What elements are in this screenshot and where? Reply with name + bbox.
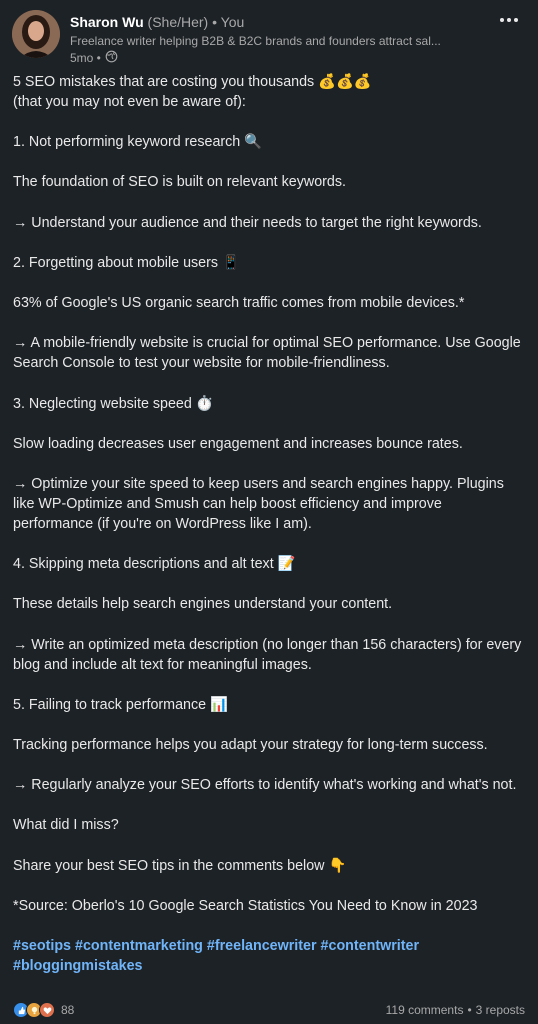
engagement-counts: [386, 1003, 525, 1017]
post-paragraph: 63% of Google's US organic search traffic comes from mobile devices.*: [13, 295, 465, 312]
post-paragraph: Share your best SEO tips in the comments below 👇: [13, 857, 347, 874]
post-paragraph: 1. Not performing keyword research 🔍: [13, 134, 263, 151]
globe-icon: [105, 50, 118, 66]
author-pronouns: (She/Her): [147, 14, 209, 30]
post-paragraph: The foundation of SEO is built on relevant keywords.: [13, 174, 346, 191]
reactions-count: 88: [61, 1003, 75, 1017]
post-paragraph: 5. Failing to track performance 📊: [13, 696, 228, 713]
reposts-count[interactable]: 3 reposts: [475, 1003, 525, 1017]
author-relation: • You: [212, 14, 245, 30]
post-paragraph: → Regularly analyze your SEO efforts to identify what's working and what's not.: [13, 777, 517, 794]
post-paragraph: Tracking performance helps you adapt your strategy for long-term success.: [13, 737, 488, 754]
hashtag-list: [13, 936, 525, 976]
avatar-image: [12, 10, 60, 58]
post-paragraph: 4. Skipping meta descriptions and alt text 📝: [13, 556, 296, 573]
author-name-line: [70, 14, 244, 30]
reactions-summary[interactable]: [13, 1002, 74, 1018]
post-paragraph: 3. Neglecting website speed ⏱️: [13, 395, 214, 412]
post-paragraph: → Write an optimized meta description (no longer than 156 characters) for every blog and include alt text for meaningful images.: [13, 636, 526, 673]
post-paragraph: → Understand your audience and their needs to target the right keywords.: [13, 214, 482, 231]
reaction-icons: [13, 1002, 55, 1018]
post-paragraph: These details help search engines understand your content.: [13, 596, 393, 613]
hashtag-link[interactable]: #seotips: [13, 938, 72, 955]
post-header: [12, 10, 526, 68]
hashtag-link[interactable]: #contentmarketing: [75, 938, 203, 955]
post-paragraph: *Source: Oberlo's 10 Google Search Statistics You Need to Know in 2023: [13, 897, 478, 914]
author-avatar[interactable]: [12, 10, 60, 58]
hashtag-link[interactable]: #bloggingmistakes: [13, 958, 143, 975]
more-options-icon[interactable]: [496, 10, 522, 30]
post-paragraph: What did I miss?: [13, 817, 119, 834]
post-body: [13, 72, 525, 976]
post-paragraph: 5 SEO mistakes that are costing you thousands 💰💰💰 (that you may not even be aware of):: [13, 74, 372, 111]
hashtag-link[interactable]: #freelancewriter: [206, 938, 317, 955]
post-time: 5mo •: [70, 51, 101, 65]
post-paragraph: → A mobile-friendly website is crucial for optimal SEO performance. Use Google Search Console to test your website for mobile-friendliness.: [13, 335, 525, 372]
social-counts-bar: [13, 1000, 525, 1020]
post-meta: [70, 50, 118, 66]
author-headline: Freelance writer helping B2B & B2C brands and founders attract sal...: [70, 34, 441, 48]
post-paragraph: 2. Forgetting about mobile users 📱: [13, 254, 240, 271]
hashtag-link[interactable]: #contentwriter: [320, 938, 420, 955]
comments-count[interactable]: 119 comments: [385, 1003, 464, 1017]
post-paragraph: → Optimize your site speed to keep users and search engines happy. Plugins like WP-Optimize and Smush can help boost efficiency and improve performance (if you're on WordPress like I am).: [13, 475, 508, 533]
dot-separator: •: [467, 1003, 472, 1017]
love-reaction-icon: [39, 1002, 55, 1018]
post-paragraph: Slow loading decreases user engagement and increases bounce rates.: [13, 435, 463, 452]
author-name[interactable]: Sharon Wu: [70, 14, 144, 30]
